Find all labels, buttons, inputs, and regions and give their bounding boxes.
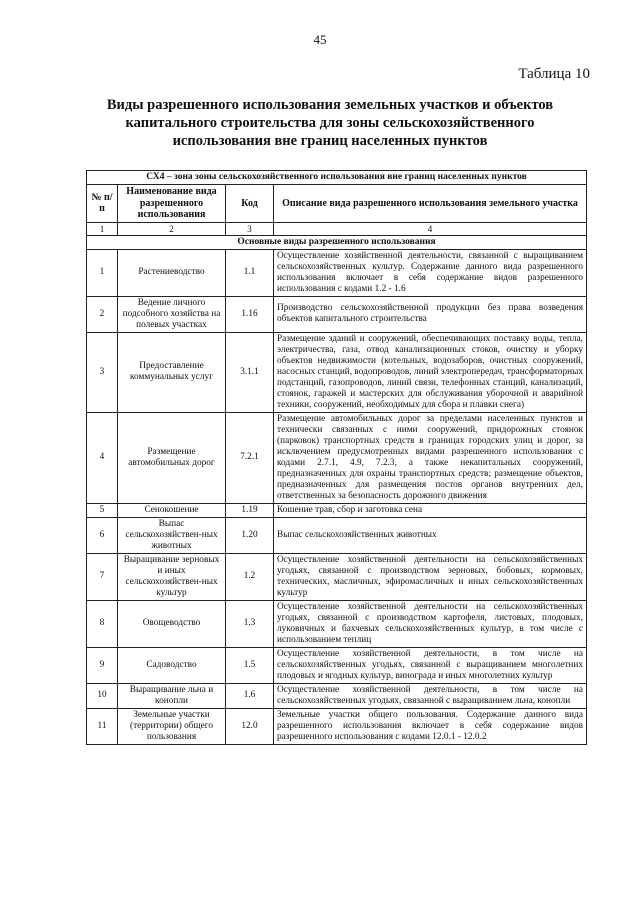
row-name: Садоводство	[118, 647, 226, 683]
row-code: 1.6	[226, 683, 274, 708]
row-code: 1.5	[226, 647, 274, 683]
row-code: 1.16	[226, 296, 274, 332]
header-code: Код	[226, 185, 274, 223]
row-desc: Размещение автомобильных дорог за пределами населенных пунктов и технически связанных с ними сооружений, придорожных стоянок (парковок) транспортных средств в границах городских улиц и дорог, за исключением предусмотренных видами разрешенного использования с кодами 2.7.1, 4.9, 7.2.3, а также некапитальных сооружений, предназначенных для охраны транспортных средств; размещение объектов, предназначенных для размещения постов органов внутренних дел, ответственных за безопасность дорожного движения	[274, 412, 587, 503]
header-desc: Описание вида разрешенного использования земельного участка	[274, 185, 587, 223]
row-name: Овощеводство	[118, 600, 226, 647]
column-index: 4	[274, 222, 587, 235]
table-row	[87, 503, 587, 517]
row-num: 8	[87, 600, 118, 647]
row-num: 9	[87, 647, 118, 683]
row-desc: Осуществление хозяйственной деятельности на сельскохозяйственных угодьях, связанной с производством зерновых, бобовых, кормовых, технических, масличных, эфиромасличных и иных сельскохозяйственных культур	[274, 553, 587, 600]
row-desc: Земельные участки общего пользования. Содержание данного вида разрешенного использования включает в себя содержание видов разрешенного использования с кодами 12.0.1 - 12.0.2	[274, 708, 587, 744]
table-row	[87, 683, 587, 708]
row-desc: Размещение зданий и сооружений, обеспечивающих поставку воды, тепла, электричества, газа, отвод канализационных стоков, очистку и уборку объектов недвижимости (котельных, водозаборов, очистных сооружений, насосных станций, водопроводов, линий электропередач, трансформаторных подстанций, газопроводов, линий связи, телефонных станций, канализаций, стоянок, гаражей и мастерских для обслуживания уборочной и аварийной техники, сооружений, необходимых для сбора и плавки снега)	[274, 332, 587, 412]
table-row	[87, 296, 587, 332]
title-line: капитального строительства для зоны сельскохозяйственного	[125, 115, 535, 131]
document-title	[80, 96, 580, 150]
row-name: Земельные участки (территории) общего пользования	[118, 708, 226, 744]
table-row	[87, 517, 587, 553]
row-code: 3.1.1	[226, 332, 274, 412]
row-num: 11	[87, 708, 118, 744]
column-header-row	[87, 185, 587, 223]
row-desc: Осуществление хозяйственной деятельности на сельскохозяйственных угодьях, связанной с производством картофеля, листовых, плодовых, луковичных и бахчевых сельскохозяйственных культур, в том числе с использованием теплиц	[274, 600, 587, 647]
column-index: 3	[226, 222, 274, 235]
column-index-row	[87, 222, 587, 235]
row-code: 1.20	[226, 517, 274, 553]
row-desc: Осуществление хозяйственной деятельности, в том числе на сельскохозяйственных угодьях, связанной с выращиванием льна, конопли	[274, 683, 587, 708]
row-num: 7	[87, 553, 118, 600]
row-code: 7.2.1	[226, 412, 274, 503]
row-name: Сенокошение	[118, 503, 226, 517]
row-code: 1.2	[226, 553, 274, 600]
row-name: Ведение личного подсобного хозяйства на полевых участках	[118, 296, 226, 332]
row-num: 5	[87, 503, 118, 517]
row-name: Предоставление коммунальных услуг	[118, 332, 226, 412]
row-code: 1.3	[226, 600, 274, 647]
row-code: 12.0	[226, 708, 274, 744]
title-line: Виды разрешенного использования земельных участков и объектов	[106, 97, 554, 113]
row-code: 1.1	[226, 249, 274, 296]
row-name: Растениеводство	[118, 249, 226, 296]
table-row	[87, 600, 587, 647]
header-num: № п/п	[87, 185, 118, 223]
row-num: 2	[87, 296, 118, 332]
row-name: Выпас сельскохозяйствен-ных животных	[118, 517, 226, 553]
land-use-table	[86, 170, 587, 745]
title-line: использования вне границ населенных пунктов	[172, 133, 488, 149]
row-num: 6	[87, 517, 118, 553]
row-num: 4	[87, 412, 118, 503]
row-desc: Кошение трав, сбор и заготовка сена	[274, 503, 587, 517]
row-code: 1.19	[226, 503, 274, 517]
table-row	[87, 708, 587, 744]
table-row	[87, 553, 587, 600]
table-row	[87, 332, 587, 412]
row-desc: Выпас сельскохозяйственных животных	[274, 517, 587, 553]
zone-header: СХ4 – зона зоны сельскохозяйственного использования вне границ населенных пунктов	[87, 171, 587, 185]
table-row	[87, 412, 587, 503]
row-name: Выращивание льна и конопли	[118, 683, 226, 708]
zone-header-row	[87, 171, 587, 185]
row-desc: Производство сельскохозяйственной продукции без права возведения объектов капитального строительства	[274, 296, 587, 332]
row-num: 1	[87, 249, 118, 296]
row-num: 10	[87, 683, 118, 708]
table-row	[87, 647, 587, 683]
row-desc: Осуществление хозяйственной деятельности, в том числе на сельскохозяйственных угодьях, связанной с выращиванием многолетних плодовых и ягодных культур, винограда и иных многолетних культур	[274, 647, 587, 683]
table-row	[87, 249, 587, 296]
column-index: 1	[87, 222, 118, 235]
header-name: Наименование вида разрешенного использования	[118, 185, 226, 223]
row-name: Размещение автомобильных дорог	[118, 412, 226, 503]
row-desc: Осуществление хозяйственной деятельности, связанной с выращиванием сельскохозяйственных культур. Содержание данного вида разрешенного использования включает в себя содержание видов разрешенного использования с кодами 1.2 - 1.6	[274, 249, 587, 296]
table-label: Таблица 10	[518, 66, 590, 82]
column-index: 2	[118, 222, 226, 235]
row-name: Выращивание зерновых и иных сельскохозяйствен-ных культур	[118, 553, 226, 600]
row-num: 3	[87, 332, 118, 412]
section-row	[87, 235, 587, 249]
page-number: 45	[313, 32, 327, 47]
section-title: Основные виды разрешенного использования	[87, 235, 587, 249]
